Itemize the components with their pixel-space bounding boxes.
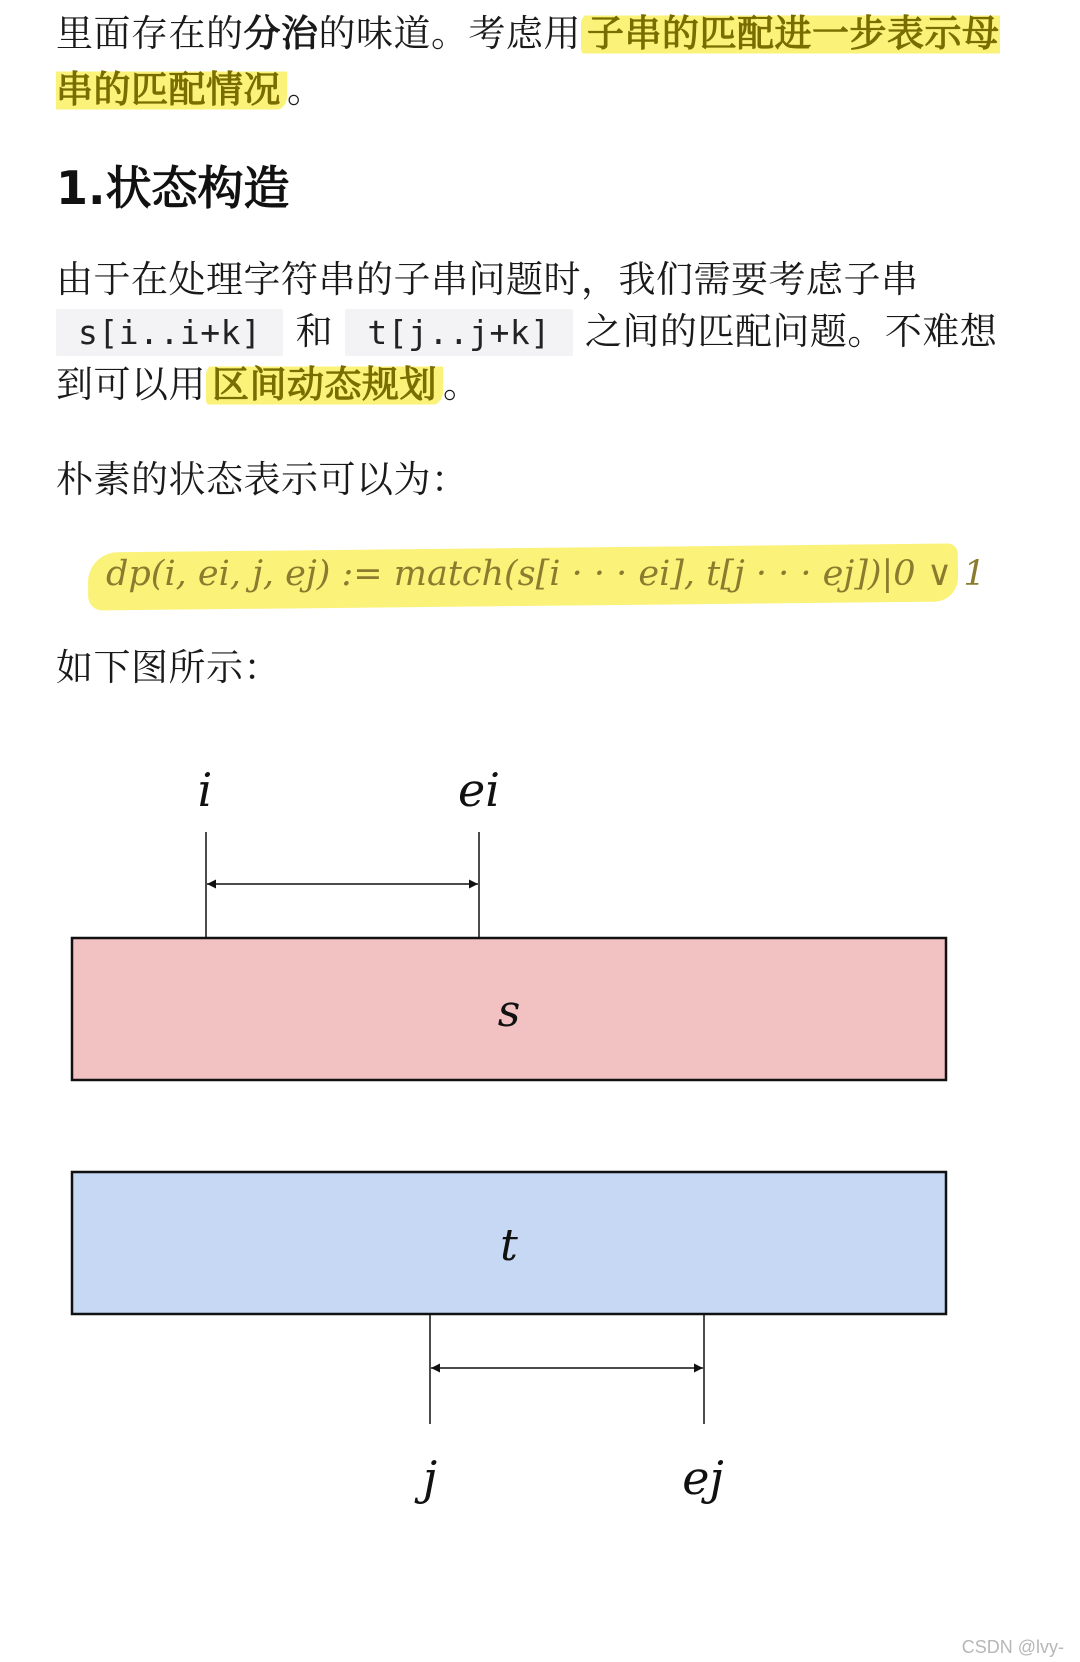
section-heading: 1.状态构造 [56, 161, 290, 215]
label-j: j [422, 1451, 438, 1505]
formula: dp(i, ei, j, ej) := match(s[i · · · ei], t[j · · · ej])|0 ∨ 1 [106, 554, 986, 594]
code-t-substring: t[j..j+k] [345, 309, 572, 356]
watermark: CSDN @lvy- [961, 1637, 1064, 1657]
formula-block [88, 544, 986, 614]
label-i: i [197, 763, 213, 817]
figure-intro-paragraph: 如下图所示： [56, 646, 281, 689]
highlight-phrase: 子串的匹配进一步表示母串的匹配情况 [56, 12, 1000, 111]
label-ej: ej [682, 1451, 724, 1505]
code-s-substring: s[i..i+k] [56, 309, 283, 356]
label-t: t [500, 1220, 518, 1271]
state-paragraph: 由于在处理字符串的子串问题时，我们需要考虑子串 s[i..i+k] 和 t[j..j+k] 之间的匹配问题。不难想到可以用 区间动态规划 。 [56, 258, 998, 406]
label-ei: ei [458, 763, 500, 817]
label-s: s [497, 986, 521, 1037]
highlight-interval-dp: 区间动态规划 [206, 363, 443, 406]
bold-term: 分治 [243, 12, 319, 55]
intro-paragraph: 里面存在的分治的味道。考虑用 子串的匹配进一步表示母串的匹配情况 。 [56, 12, 1000, 111]
substring-diagram [0, 740, 1080, 1540]
naive-state-paragraph: 朴素的状态表示可以为： [56, 458, 469, 501]
